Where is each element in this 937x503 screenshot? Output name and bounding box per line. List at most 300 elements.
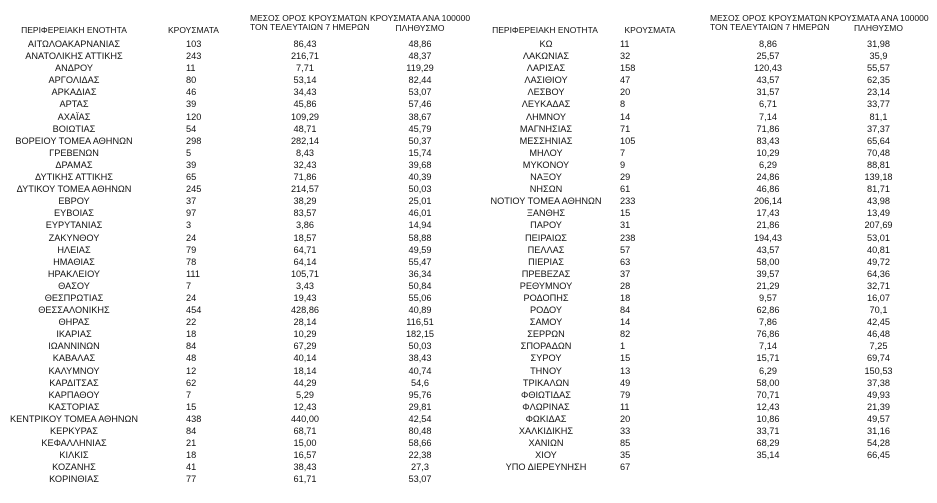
avg-cell: 282,14 [290, 135, 320, 146]
avg-cell: 25,57 [756, 51, 780, 62]
left-table-header [0, 14, 470, 38]
region-cell: ΙΩΑΝΝΙΝΩΝ [48, 341, 100, 352]
per-capita-cell: 95,76 [408, 389, 432, 400]
region-cell: ΠΙΕΡΙΑΣ [528, 256, 564, 267]
per-capita-cell: 40,74 [408, 365, 432, 376]
region-cell: ΧΙΟΥ [535, 450, 557, 461]
table-row [0, 135, 470, 147]
per-capita-cell: 57,46 [408, 99, 432, 110]
per-capita-cell: 58,66 [408, 438, 432, 449]
cases-cell: 61 [620, 184, 631, 195]
region-cell: ΚΑΒΑΛΑΣ [52, 353, 96, 364]
per-capita-cell: 25,01 [408, 196, 432, 207]
table-row [480, 232, 937, 244]
cases-cell: 47 [620, 75, 631, 86]
cases-cell: 454 [186, 305, 202, 316]
cases-cell: 32 [620, 51, 631, 62]
region-cell: ΑΡΤΑΣ [59, 99, 89, 110]
cases-cell: 14 [620, 111, 631, 122]
region-cell: ΧΑΝΙΩΝ [528, 438, 564, 449]
table-row [0, 62, 470, 74]
per-capita-cell: 15,74 [408, 147, 432, 158]
cases-cell: 14 [620, 317, 631, 328]
avg-cell: 5,29 [296, 389, 314, 400]
table-row [480, 304, 937, 316]
avg-cell: 58,00 [756, 377, 780, 388]
per-capita-cell: 14,94 [408, 220, 432, 231]
table-row [480, 316, 937, 328]
per-capita-cell: 46,01 [408, 208, 432, 219]
table-row [480, 352, 937, 364]
per-capita-cell: 82,44 [408, 75, 432, 86]
avg-cell: 35,14 [756, 450, 780, 461]
table-row [0, 159, 470, 171]
cases-cell: 12 [186, 365, 197, 376]
region-cell: ΤΗΝΟΥ [530, 365, 562, 376]
table-row [0, 147, 470, 159]
avg-cell: 21,86 [756, 220, 780, 231]
avg-cell: 214,57 [290, 184, 320, 195]
table-row [0, 425, 470, 437]
avg-cell: 16,57 [293, 450, 317, 461]
cases-cell: 48 [186, 353, 197, 364]
per-capita-cell: 29,81 [408, 401, 432, 412]
header-per-line1: ΚΡΟΥΣΜΑΤΑ ΑΝΑ 100000 [369, 13, 471, 23]
per-capita-cell: 46,48 [867, 329, 890, 340]
table-row [0, 74, 470, 86]
header-avg-line2: ΤΟΝ ΤΕΛΕΥΤΑΙΩΝ 7 ΗΜΕΡΩΝ [250, 22, 370, 32]
region-cell: ΔΡΑΜΑΣ [55, 159, 93, 170]
avg-cell: 6,29 [759, 159, 777, 170]
cases-cell: 37 [620, 268, 631, 279]
header-avg-line1: ΜΕΣΟΣ ΟΡΟΣ ΚΡΟΥΣΜΑΤΩΝ [250, 13, 367, 23]
cases-cell: 103 [186, 39, 202, 49]
table-row [480, 183, 937, 195]
table-row [480, 62, 937, 74]
per-capita-cell: 50,84 [408, 280, 432, 291]
table-row [0, 316, 470, 328]
table-row [0, 352, 470, 364]
region-cell: ΝΗΣΩΝ [529, 184, 563, 195]
cases-cell: 31 [620, 220, 631, 231]
avg-cell: 64,71 [293, 244, 317, 255]
header-cases: ΚΡΟΥΣΜΑΤΑ [624, 25, 676, 35]
per-capita-cell: 81,1 [869, 111, 888, 122]
avg-cell: 67,29 [293, 341, 317, 352]
cases-cell: 233 [620, 196, 636, 207]
cases-cell: 77 [186, 474, 197, 485]
region-cell: ΚΙΛΚΙΣ [59, 450, 89, 461]
avg-cell: 71,86 [293, 172, 317, 183]
region-cell: ΒΟΡΕΙΟΥ ΤΟΜΕΑ ΑΘΗΝΩΝ [15, 135, 133, 146]
table-row [480, 389, 937, 401]
table-row [0, 38, 470, 50]
cases-cell: 71 [620, 123, 631, 134]
table-row [480, 437, 937, 449]
per-capita-cell: 42,54 [408, 413, 432, 424]
region-cell: ΘΕΣΣΑΛΟΝΙΚΗΣ [38, 305, 110, 316]
region-cell: ΦΩΚΙΔΑΣ [525, 413, 567, 424]
avg-cell: 216,71 [290, 51, 320, 62]
table-row [0, 280, 470, 292]
avg-cell: 105,71 [290, 268, 320, 279]
region-cell: ΑΝΑΤΟΛΙΚΗΣ ΑΤΤΙΚΗΣ [25, 51, 123, 62]
avg-cell: 7,14 [759, 341, 777, 352]
region-cell: ΔΥΤΙΚΟΥ ΤΟΜΕΑ ΑΘΗΝΩΝ [16, 184, 132, 195]
per-capita-cell: 64,36 [867, 268, 890, 279]
cases-cell: 8 [620, 99, 626, 110]
left-table [0, 14, 470, 485]
avg-cell: 45,86 [293, 99, 317, 110]
cases-cell: 80 [186, 75, 197, 86]
per-capita-cell: 40,39 [408, 172, 432, 183]
cases-cell: 37 [186, 196, 197, 207]
region-cell: ΚΕΦΑΛΛΗΝΙΑΣ [41, 438, 107, 449]
per-capita-cell: 54,28 [867, 438, 890, 449]
region-cell: ΕΥΒΟΙΑΣ [54, 208, 94, 219]
right-table-header [480, 14, 937, 38]
header-avg [710, 13, 830, 32]
table-row [0, 232, 470, 244]
avg-cell: 15,00 [293, 438, 317, 449]
table-row [0, 340, 470, 352]
table-row [480, 377, 937, 389]
region-cell: ΚΑΡΠΑΘΟΥ [48, 389, 100, 400]
per-capita-cell: 37,37 [867, 123, 890, 134]
avg-cell: 7,71 [296, 63, 314, 74]
avg-cell: 428,86 [290, 305, 320, 316]
per-capita-cell: 139,18 [864, 172, 893, 183]
table-row [480, 98, 937, 110]
per-capita-cell: 53,07 [408, 87, 432, 98]
region-cell: ΛΗΜΝΟΥ [525, 111, 567, 122]
avg-cell: 61,71 [293, 474, 317, 485]
avg-cell: 68,71 [293, 426, 317, 436]
region-cell: ΚΑΣΤΟΡΙΑΣ [48, 401, 100, 412]
per-capita-cell: 53,01 [867, 232, 890, 243]
per-capita-cell: 54,6 [411, 377, 429, 388]
table-row [480, 74, 937, 86]
table-row [0, 413, 470, 425]
per-capita-cell: 55,47 [408, 256, 432, 267]
region-cell: ΖΑΚΥΝΘΟΥ [48, 232, 100, 243]
table-row [480, 340, 937, 352]
table-row [0, 292, 470, 304]
per-capita-cell: 37,38 [867, 377, 890, 388]
table-row [480, 244, 937, 256]
per-capita-cell: 55,06 [408, 292, 432, 303]
per-capita-cell: 42,45 [867, 317, 890, 328]
region-cell: ΠΑΡΟΥ [530, 220, 562, 231]
avg-cell: 43,57 [756, 75, 780, 86]
per-capita-cell: 207,69 [864, 220, 893, 231]
table-row [0, 461, 470, 473]
avg-cell: 19,43 [293, 292, 317, 303]
cases-cell: 21 [186, 438, 197, 449]
per-capita-cell: 33,77 [867, 99, 890, 110]
table-row [0, 304, 470, 316]
table-row [0, 473, 470, 485]
region-cell: ΗΜΑΘΙΑΣ [53, 256, 95, 267]
table-row [0, 365, 470, 377]
region-cell: ΑΙΤΩΛΟΑΚΑΡΝΑΝΙΑΣ [27, 39, 121, 49]
per-capita-cell: 39,68 [408, 159, 432, 170]
cases-cell: 298 [186, 135, 202, 146]
region-cell: ΚΕΡΚΥΡΑΣ [50, 426, 98, 436]
per-capita-cell: 23,14 [867, 87, 890, 98]
region-cell: ΞΑΝΘΗΣ [526, 208, 566, 219]
region-cell: ΠΕΙΡΑΙΩΣ [525, 232, 567, 243]
avg-cell: 43,57 [756, 244, 780, 255]
avg-cell: 68,29 [756, 438, 780, 449]
header-avg [250, 13, 370, 32]
region-cell: ΜΥΚΟΝΟΥ [522, 159, 570, 170]
avg-cell: 21,29 [756, 280, 780, 291]
region-cell: ΡΟΔΟΠΗΣ [523, 292, 569, 303]
region-cell: ΙΚΑΡΙΑΣ [56, 329, 92, 340]
table-row [0, 449, 470, 461]
table-row [480, 38, 937, 50]
header-cases: ΚΡΟΥΣΜΑΤΑ [168, 25, 219, 35]
region-cell: ΑΡΓΟΛΙΔΑΣ [48, 75, 100, 86]
avg-cell: 18,57 [293, 232, 317, 243]
cases-cell: 85 [620, 438, 631, 449]
avg-cell: 76,86 [756, 329, 780, 340]
avg-cell: 39,57 [756, 268, 780, 279]
table-row [480, 50, 937, 62]
region-cell: ΚΑΛΥΜΝΟΥ [48, 365, 100, 376]
region-cell: ΘΑΣΟΥ [58, 280, 90, 291]
cases-cell: 62 [186, 377, 197, 388]
per-capita-cell: 40,81 [867, 244, 890, 255]
region-cell: ΛΕΥΚΑΔΑΣ [521, 99, 571, 110]
avg-cell: 40,14 [293, 353, 317, 364]
per-capita-cell: 62,35 [867, 75, 890, 86]
per-capita-cell: 45,79 [408, 123, 432, 134]
avg-cell: 31,57 [756, 87, 780, 98]
per-capita-cell: 81,71 [867, 184, 890, 195]
region-cell: ΦΘΙΩΤΙΔΑΣ [520, 389, 571, 400]
avg-cell: 8,86 [759, 39, 777, 49]
region-cell: ΣΑΜΟΥ [529, 317, 563, 328]
cases-cell: 57 [620, 244, 631, 255]
per-capita-cell: 58,88 [408, 232, 432, 243]
cases-cell: 7 [186, 280, 192, 291]
region-cell: ΓΡΕΒΕΝΩΝ [49, 147, 99, 158]
per-capita-cell: 31,16 [867, 426, 890, 436]
table-row [0, 256, 470, 268]
table-row [480, 328, 937, 340]
per-capita-cell: 150,53 [864, 365, 893, 376]
per-capita-cell: 32,71 [867, 280, 890, 291]
per-capita-cell: 50,03 [408, 184, 432, 195]
per-capita-cell: 49,59 [408, 244, 432, 255]
region-cell: ΑΝΔΡΟΥ [54, 63, 93, 74]
region-cell: ΑΡΚΑΔΙΑΣ [51, 87, 97, 98]
avg-cell: 28,14 [293, 317, 317, 328]
avg-cell: 44,29 [293, 377, 317, 388]
per-capita-cell: 36,34 [408, 268, 432, 279]
table-row [0, 328, 470, 340]
avg-cell: 71,86 [756, 123, 780, 134]
per-capita-cell: 40,89 [408, 305, 432, 316]
per-capita-cell: 38,67 [408, 111, 432, 122]
avg-cell: 12,43 [756, 401, 780, 412]
header-region: ΠΕΡΙΦΕΡΕΙΑΚΗ ΕΝΟΤΗΤΑ [21, 25, 127, 35]
region-cell: ΝΑΞΟΥ [530, 172, 562, 183]
per-capita-cell: 88,81 [867, 159, 890, 170]
cases-cell: 15 [620, 353, 631, 364]
avg-cell: 15,71 [756, 353, 780, 364]
header-per [360, 14, 480, 34]
region-cell: ΚΟΖΑΝΗΣ [52, 462, 96, 473]
cases-cell: 158 [620, 63, 636, 74]
cases-cell: 18 [620, 292, 631, 303]
region-cell: ΗΛΕΙΑΣ [57, 244, 91, 255]
avg-cell: 62,86 [756, 305, 780, 316]
avg-cell: 109,29 [290, 111, 320, 122]
per-capita-cell: 21,39 [867, 401, 890, 412]
region-cell: ΠΕΛΛΑΣ [527, 244, 565, 255]
region-cell: ΔΥΤΙΚΗΣ ΑΤΤΙΚΗΣ [35, 172, 113, 183]
avg-cell: 10,29 [756, 147, 780, 158]
table-row [480, 147, 937, 159]
cases-cell: 20 [620, 413, 631, 424]
avg-cell: 48,71 [293, 123, 317, 134]
region-cell: ΕΒΡΟΥ [58, 196, 90, 207]
table-row [0, 377, 470, 389]
per-capita-cell: 13,49 [867, 208, 890, 219]
header-region: ΠΕΡΙΦΕΡΕΙΑΚΗ ΕΝΟΤΗΤΑ [492, 25, 598, 35]
table-row [0, 219, 470, 231]
region-cell: ΡΕΘΥΜΝΟΥ [519, 280, 573, 291]
per-capita-cell: 48,37 [408, 51, 432, 62]
cases-cell: 39 [186, 159, 197, 170]
avg-cell: 7,14 [759, 111, 777, 122]
region-cell: ΗΡΑΚΛΕΙΟΥ [47, 268, 101, 279]
region-cell: ΜΗΛΟΥ [529, 147, 563, 158]
avg-cell: 38,29 [293, 196, 317, 207]
table-row [480, 123, 937, 135]
avg-cell: 7,86 [759, 317, 777, 328]
table-row [480, 292, 937, 304]
table-row [0, 401, 470, 413]
header-per [820, 14, 937, 34]
cases-cell: 46 [186, 87, 197, 98]
per-capita-cell: 55,57 [867, 63, 890, 74]
table-row [0, 389, 470, 401]
per-capita-cell: 53,07 [408, 474, 432, 485]
table-row [480, 280, 937, 292]
table-row [480, 449, 937, 461]
table-row [480, 256, 937, 268]
per-capita-cell: 50,03 [408, 341, 432, 352]
avg-cell: 440,00 [290, 413, 320, 424]
cases-cell: 79 [620, 389, 631, 400]
cases-cell: 7 [620, 147, 626, 158]
per-capita-cell: 182,15 [405, 329, 435, 340]
table-row [0, 437, 470, 449]
header-per-line1: ΚΡΟΥΣΜΑΤΑ ΑΝΑ 100000 [828, 13, 929, 23]
cases-cell: 35 [620, 450, 631, 461]
cases-cell: 13 [620, 365, 631, 376]
region-cell: ΛΑΡΙΣΑΣ [526, 63, 566, 74]
cases-cell: 84 [620, 305, 631, 316]
cases-cell: 28 [620, 280, 631, 291]
avg-cell: 3,43 [296, 280, 314, 291]
cases-cell: 105 [620, 135, 636, 146]
avg-cell: 194,43 [753, 232, 783, 243]
header-per-line2: ΠΛΗΘΥΣΜΟ [854, 23, 903, 33]
avg-cell: 8,43 [296, 147, 314, 158]
cases-cell: 18 [186, 329, 197, 340]
region-cell: ΥΠΟ ΔΙΕΡΕΥΝΗΣΗ [505, 462, 587, 473]
per-capita-cell: 35,9 [869, 51, 888, 62]
cases-cell: 33 [620, 426, 631, 436]
per-capita-cell: 16,07 [867, 292, 890, 303]
avg-cell: 206,14 [753, 196, 783, 207]
table-row [0, 244, 470, 256]
table-row [480, 159, 937, 171]
cases-cell: 65 [186, 172, 197, 183]
cases-cell: 7 [186, 389, 192, 400]
per-capita-cell: 69,74 [867, 353, 890, 364]
per-capita-cell: 119,29 [406, 63, 434, 74]
right-table-body [480, 38, 937, 473]
avg-cell: 58,00 [756, 256, 780, 267]
cases-cell: 11 [620, 39, 630, 49]
cases-cell: 24 [186, 292, 197, 303]
table-row [480, 268, 937, 280]
avg-cell: 10,29 [293, 329, 317, 340]
per-capita-cell: 116,51 [406, 317, 434, 328]
header-per-line2: ΠΛΗΘΥΣΜΟ [395, 23, 445, 33]
table-row [480, 86, 937, 98]
region-cell: ΒΟΙΩΤΙΑΣ [52, 123, 96, 134]
avg-cell: 10,86 [756, 413, 780, 424]
region-cell: ΛΑΣΙΘΙΟΥ [524, 75, 568, 86]
region-cell: ΜΕΣΣΗΝΙΑΣ [519, 135, 573, 146]
cases-cell: 1 [620, 341, 626, 352]
cases-cell: 54 [186, 123, 197, 134]
table-row [480, 195, 937, 207]
right-table [480, 14, 937, 473]
region-cell: ΦΛΩΡΙΝΑΣ [522, 401, 570, 412]
cases-cell: 78 [186, 256, 197, 267]
cases-cell: 82 [620, 329, 631, 340]
cases-cell: 39 [186, 99, 197, 110]
table-row [0, 123, 470, 135]
cases-cell: 9 [620, 159, 626, 170]
per-capita-cell: 70,1 [869, 305, 888, 316]
region-cell: ΣΥΡΟΥ [530, 353, 562, 364]
table-row [0, 207, 470, 219]
per-capita-cell: 49,72 [867, 256, 890, 267]
avg-cell: 32,43 [293, 159, 317, 170]
region-cell: ΡΟΔΟΥ [529, 305, 562, 316]
cases-cell: 111 [186, 268, 200, 279]
cases-cell: 20 [620, 87, 631, 98]
cases-cell: 3 [186, 220, 192, 231]
avg-cell: 53,14 [293, 75, 317, 86]
table-row [0, 183, 470, 195]
cases-cell: 41 [186, 462, 197, 473]
table-row [0, 171, 470, 183]
table-row [0, 195, 470, 207]
per-capita-cell: 49,57 [867, 413, 890, 424]
region-cell: ΑΧΑΪΑΣ [57, 111, 91, 122]
table-row [0, 98, 470, 110]
